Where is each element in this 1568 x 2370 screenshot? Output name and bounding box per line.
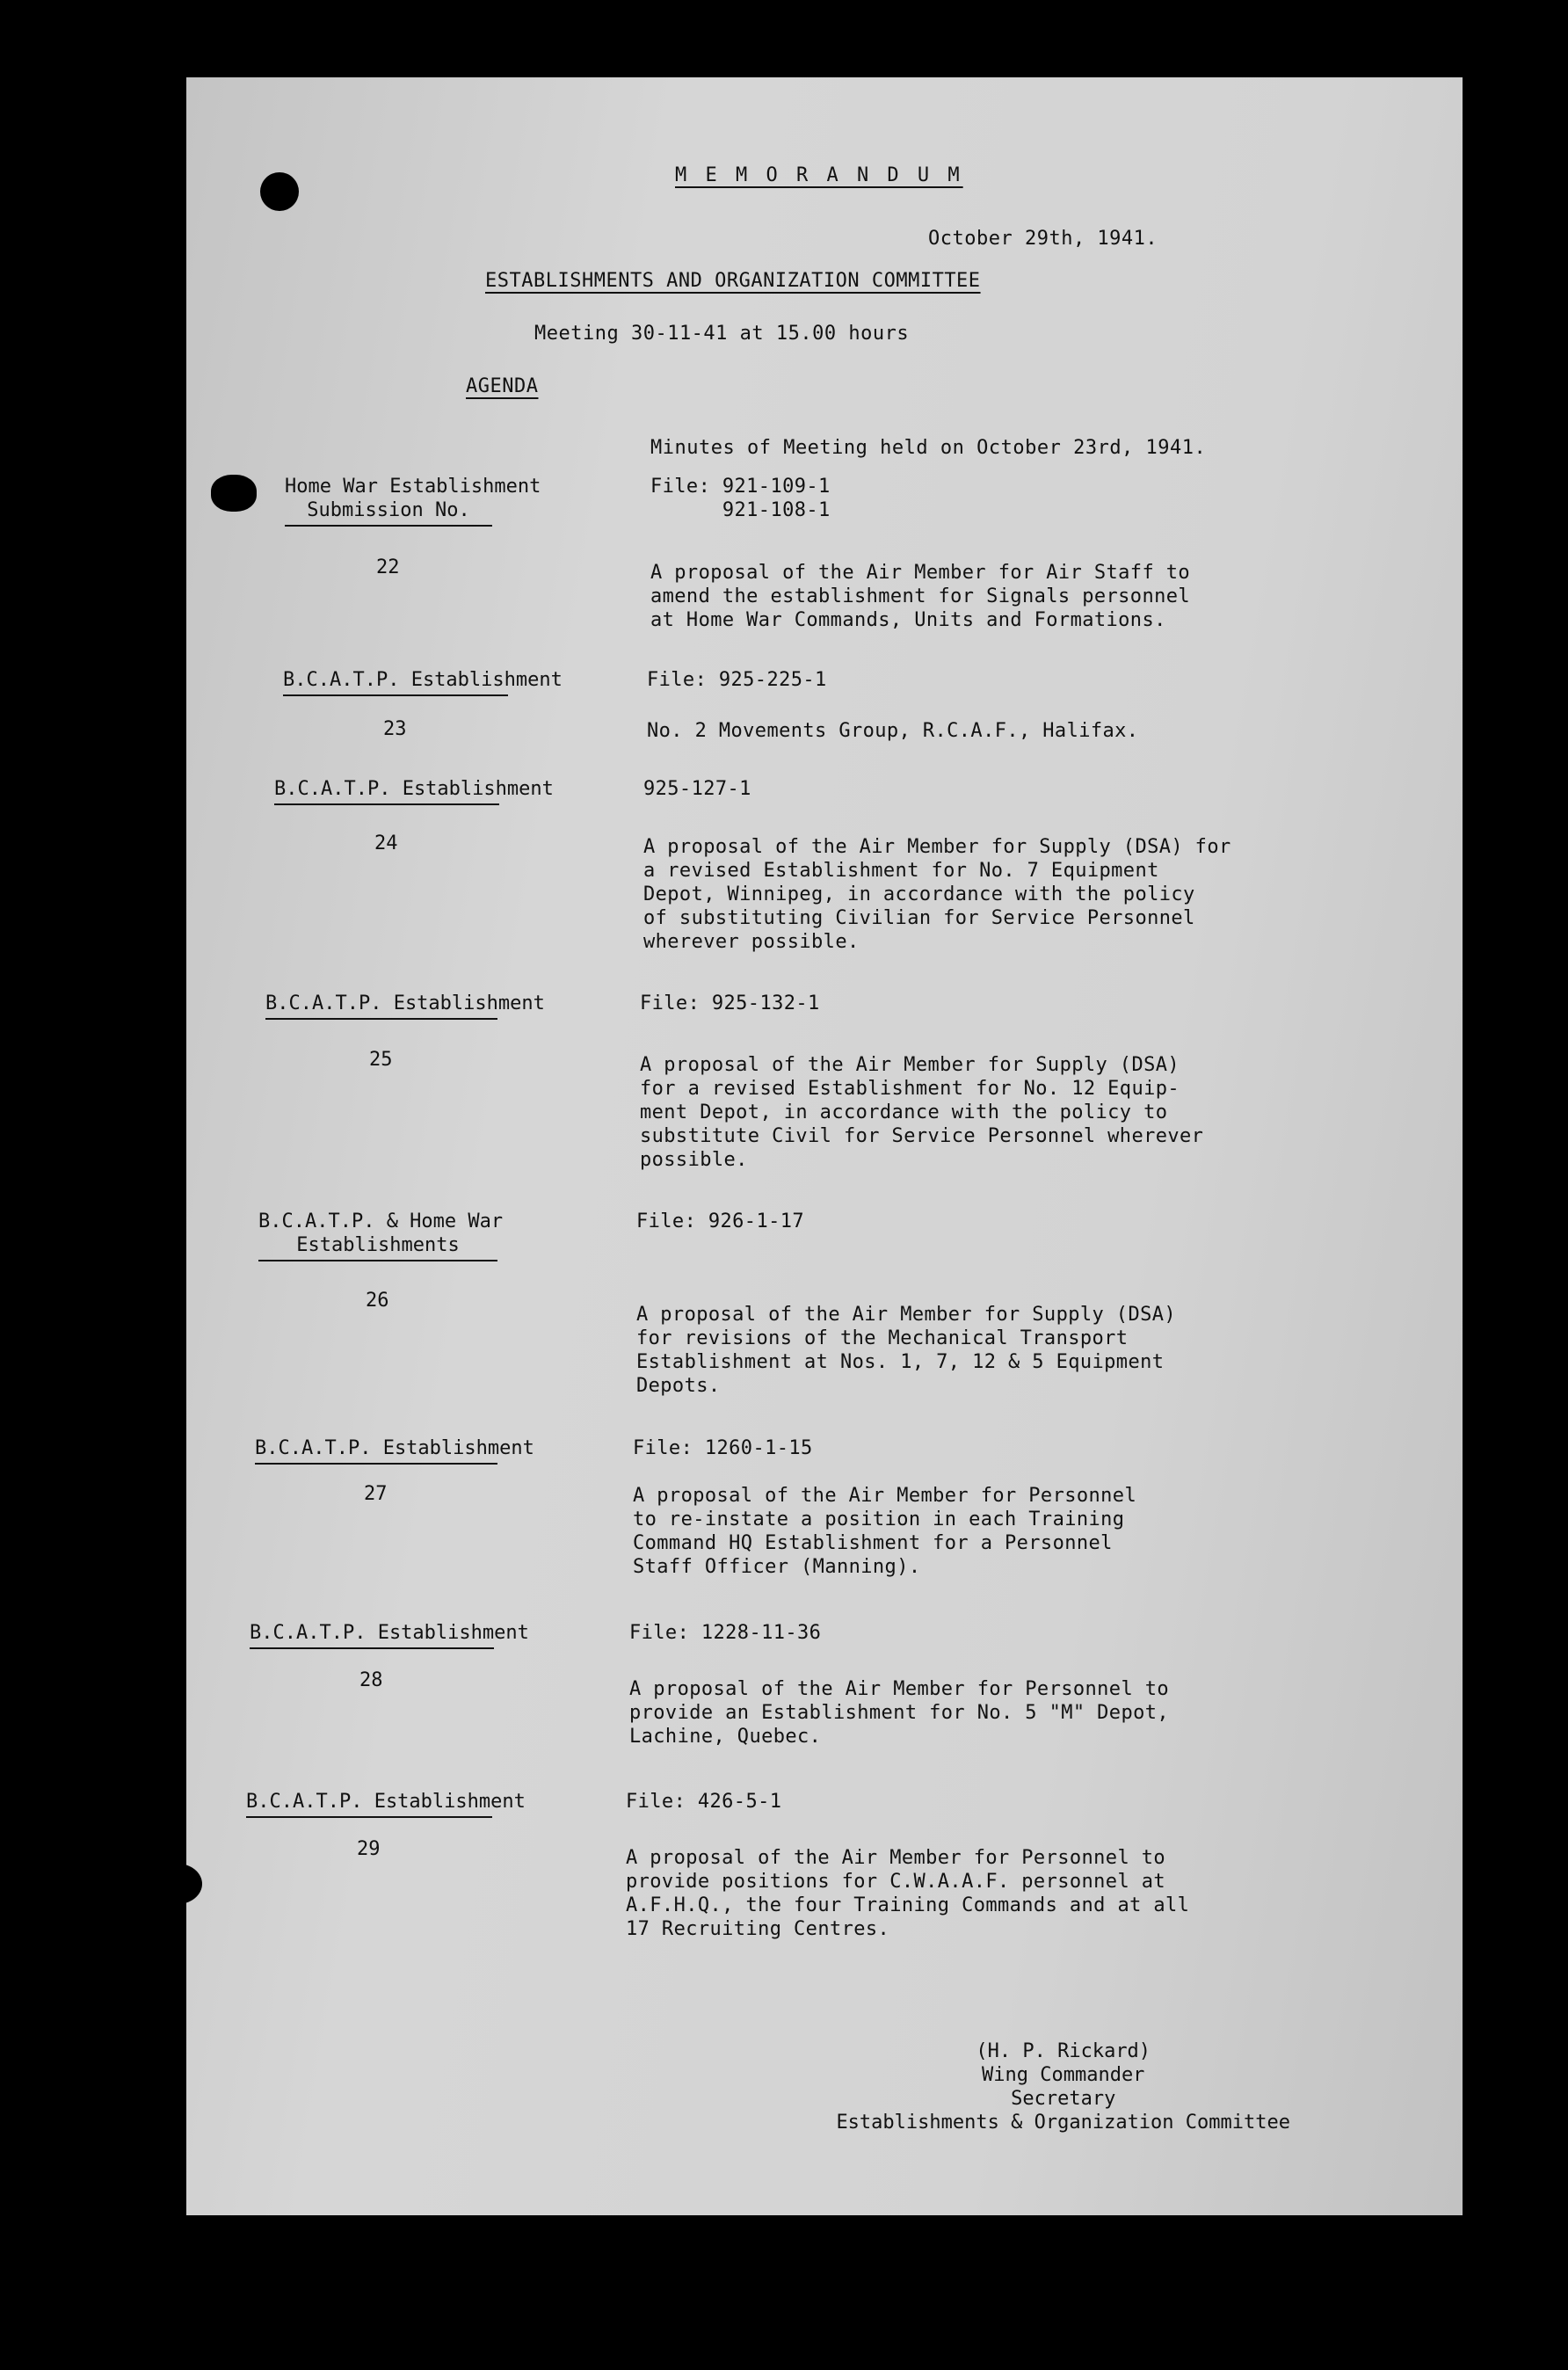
signatory-name: (H. P. Rickard) xyxy=(976,2040,1151,2062)
punch-hole-bottom xyxy=(153,1864,202,1904)
submission-number: 22 xyxy=(376,556,400,578)
punch-hole-middle xyxy=(211,475,257,512)
agenda-item-description: A proposal of the Air Member for Personnel to provide positions for C.W.A.A.F. personnel at A.F.H.Q., the four Training Commands and at all 17 Recruiting Centres. xyxy=(626,1847,1190,1940)
agenda-item-label xyxy=(285,475,541,527)
signatory-role: Secretary xyxy=(1011,2088,1116,2110)
agenda-item-label xyxy=(258,1210,504,1261)
label-underline xyxy=(283,694,508,696)
agenda-item-label-text: B.C.A.T.P. Establishment xyxy=(274,778,554,800)
file-reference: 925-127-1 xyxy=(643,778,751,800)
file-reference: File: 426-5-1 xyxy=(626,1791,782,1813)
agenda-item-label-text: B.C.A.T.P. Establishment xyxy=(255,1437,534,1459)
label-underline xyxy=(285,525,492,527)
agenda-item-label-text: B.C.A.T.P. Establishment xyxy=(283,669,563,691)
memorandum-title: M E M O R A N D U M xyxy=(675,164,963,186)
agenda-item-label-text: B.C.A.T.P. Establishment xyxy=(265,992,545,1014)
agenda-item-label xyxy=(246,1790,526,1818)
agenda-item-description: A proposal of the Air Member for Supply (DSA) for a revised Establishment for No. 7 Equipment Depot, Winnipeg, in accordance with the policy of substituting Civilian for Service Personnel wherever possible. xyxy=(643,836,1231,953)
agenda-heading: AGENDA xyxy=(466,375,539,397)
submission-number: 23 xyxy=(383,718,407,740)
agenda-item-label xyxy=(265,992,545,1020)
minutes-line: Minutes of Meeting held on October 23rd, 1941. xyxy=(650,437,1207,459)
agenda-item-description: A proposal of the Air Member for Supply (DSA) for a revised Establishment for No. 12 Equip- ment Depot, in accordance with the policy to substitute Civil for Service Personnel wherever possible. xyxy=(640,1054,1204,1171)
memo-date: October 29th, 1941. xyxy=(928,228,1158,250)
submission-number: 27 xyxy=(364,1483,388,1505)
agenda-item-label xyxy=(255,1436,534,1465)
label-underline xyxy=(250,1647,494,1649)
label-underline xyxy=(255,1463,497,1465)
label-underline xyxy=(246,1816,492,1818)
agenda-item-label xyxy=(250,1621,529,1649)
label-underline xyxy=(265,1018,497,1020)
agenda-item-label-text: B.C.A.T.P. & Home War Establishments xyxy=(258,1210,504,1256)
signatory-rank: Wing Commander xyxy=(982,2064,1145,2086)
agenda-item-description: A proposal of the Air Member for Supply (DSA) for revisions of the Mechanical Transport Establishment at Nos. 1, 7, 12 & 5 Equipment Depots. xyxy=(636,1304,1177,1397)
label-underline xyxy=(258,1260,497,1261)
agenda-item-description: A proposal of the Air Member for Personnel to provide an Establishment for No. 5 "M" Depot, Lachine, Quebec. xyxy=(629,1678,1170,1748)
agenda-item-label-text: B.C.A.T.P. Establishment xyxy=(250,1622,529,1644)
signature-block xyxy=(836,2039,1290,2134)
committee-heading: ESTABLISHMENTS AND ORGANIZATION COMMITTEE xyxy=(485,270,981,292)
file-reference: File: 1260-1-15 xyxy=(633,1437,813,1459)
file-reference: File: 1228-11-36 xyxy=(629,1622,822,1644)
submission-number: 29 xyxy=(357,1838,381,1860)
submission-number: 28 xyxy=(359,1669,383,1691)
document-page xyxy=(186,77,1463,2215)
meeting-line: Meeting 30-11-41 at 15.00 hours xyxy=(534,323,910,345)
signatory-organization: Establishments & Organization Committee xyxy=(836,2112,1290,2134)
agenda-item-description: A proposal of the Air Member for Personnel to re-instate a position in each Training Command HQ Establishment for a Personnel Staff Officer (Manning). xyxy=(633,1485,1137,1578)
submission-number: 24 xyxy=(374,832,398,854)
agenda-item-label-text: B.C.A.T.P. Establishment xyxy=(246,1791,526,1813)
file-reference: File: 925-225-1 xyxy=(647,669,827,691)
submission-number: 25 xyxy=(369,1049,393,1071)
label-underline xyxy=(274,803,499,805)
submission-number: 26 xyxy=(366,1290,389,1312)
agenda-item-label-text: Home War Establishment Submission No. xyxy=(285,476,541,521)
agenda-item-description: No. 2 Movements Group, R.C.A.F., Halifax. xyxy=(647,720,1139,742)
agenda-item-label xyxy=(274,777,554,805)
file-reference: File: 921-109-1 921-108-1 xyxy=(650,476,831,521)
punch-hole-top xyxy=(260,172,299,211)
agenda-item-label xyxy=(283,668,563,696)
agenda-item-description: A proposal of the Air Member for Air Staff to amend the establishment for Signals personnel at Home War Commands, Units and Formations. xyxy=(650,562,1191,631)
file-reference: File: 925-132-1 xyxy=(640,992,820,1014)
file-reference: File: 926-1-17 xyxy=(636,1210,805,1232)
